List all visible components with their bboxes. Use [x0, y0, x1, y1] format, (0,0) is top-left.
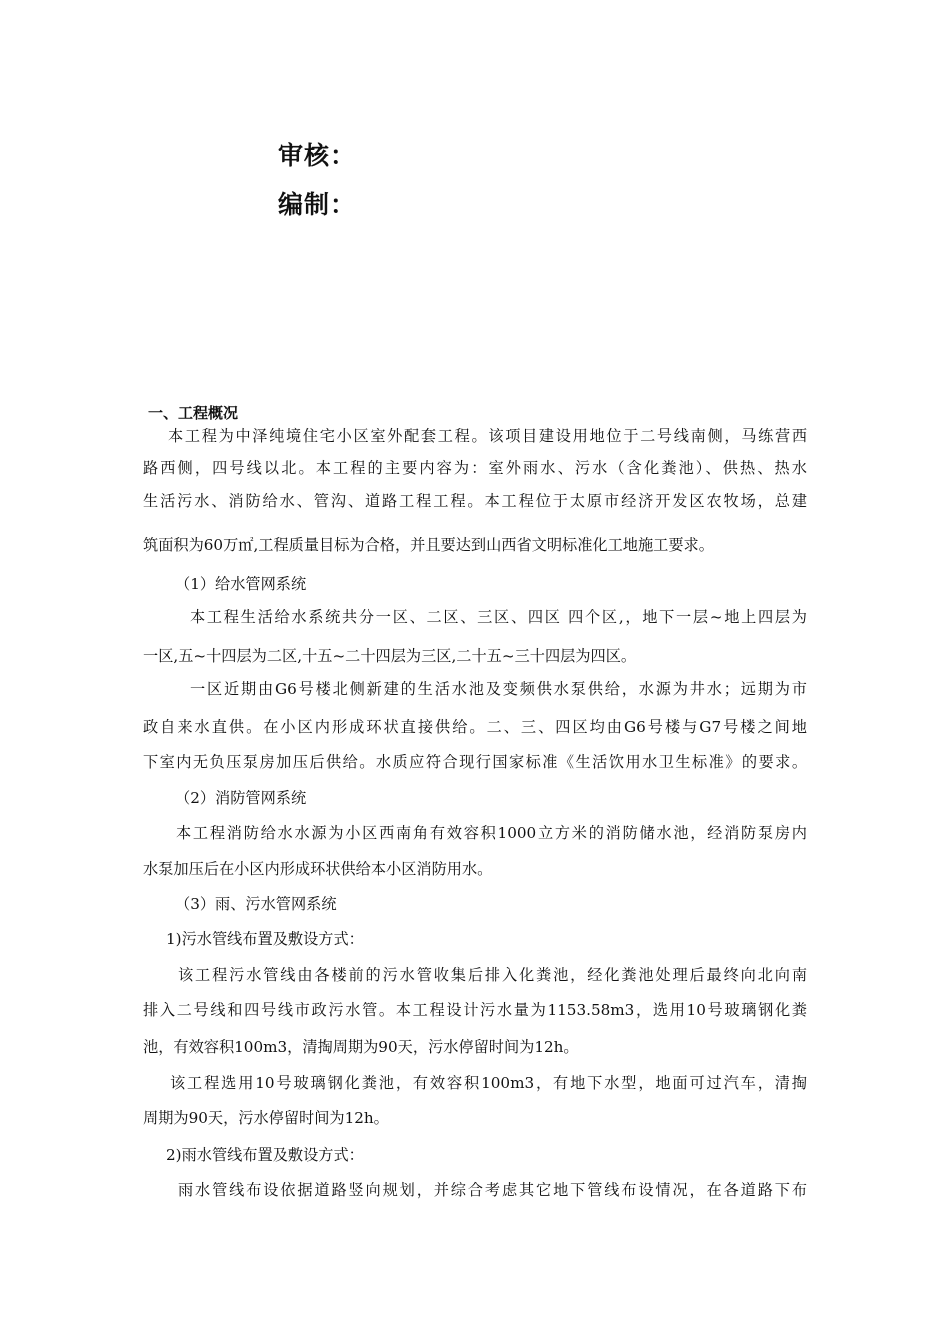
body-line: 该工程选用10号玻璃钢化粪池，有效容积100m3，有地下水型，地面可过汽车，清掏: [170, 1074, 807, 1092]
body-line: 池，有效容积100m3，清掏周期为90天，污水停留时间为12h。: [143, 1038, 579, 1056]
subsection-heading: （2）消防管网系统: [175, 789, 307, 807]
compile-signature-label: 编制：: [278, 190, 357, 219]
body-line: 本工程生活给水系统共分一区、二区、三区、四区 四个区,，地下一层~地上四层为: [190, 608, 807, 626]
body-line: 本工程为中泽纯境住宅小区室外配套工程。该项目建设用地位于二号线南侧，马练营西: [168, 427, 807, 445]
body-line: 生活污水、消防给水、管沟、道路工程工程。本工程位于太原市经济开发区农牧场，总建: [143, 492, 807, 510]
body-line: 路西侧，四号线以北。本工程的主要内容为：室外雨水、污水（含化粪池）、供热、热水: [143, 459, 807, 477]
subsection-heading: （3）雨、污水管网系统: [175, 895, 337, 913]
section-heading: 一、工程概况: [148, 404, 239, 422]
body-line: 本工程消防给水水源为小区西南角有效容积1000立方米的消防储水池，经消防泵房内: [176, 824, 807, 842]
body-line: 一区,五~十四层为二区,十五~二十四层为三区,二十五~三十四层为四区。: [143, 647, 637, 665]
body-line: 一区近期由G6号楼北侧新建的生活水池及变频供水泵供给，水源为井水；远期为市: [190, 680, 807, 698]
body-line: 雨水管线布设依据道路竖向规划，并综合考虑其它地下管线布设情况，在各道路下布: [178, 1181, 807, 1199]
review-signature-label: 审核：: [278, 141, 357, 170]
body-line: 水泵加压后在小区内形成环状供给本小区消防用水。: [143, 860, 493, 878]
subsection-heading: 2)雨水管线布置及敷设方式：: [166, 1146, 364, 1164]
body-line: 政自来水直供。在小区内形成环状直接供给。二、三、四区均由G6号楼与G7号楼之间地: [143, 718, 807, 736]
body-line: 筑面积为60万㎡,工程质量目标为合格，并且要达到山西省文明标准化工地施工要求。: [143, 536, 714, 554]
subsection-heading: 1)污水管线布置及敷设方式：: [166, 930, 364, 948]
body-line: 下室内无负压泵房加压后供给。水质应符合现行国家标准《生活饮用水卫生标准》的要求。: [143, 753, 807, 771]
body-line: 该工程污水管线由各楼前的污水管收集后排入化粪池，经化粪池处理后最终向北向南: [178, 966, 807, 984]
subsection-heading: （1）给水管网系统: [175, 575, 307, 593]
body-line: 排入二号线和四号线市政污水管。本工程设计污水量为1153.58m3，选用10号玻璃钢化粪: [143, 1001, 807, 1019]
body-line: 周期为90天，污水停留时间为12h。: [143, 1109, 389, 1127]
